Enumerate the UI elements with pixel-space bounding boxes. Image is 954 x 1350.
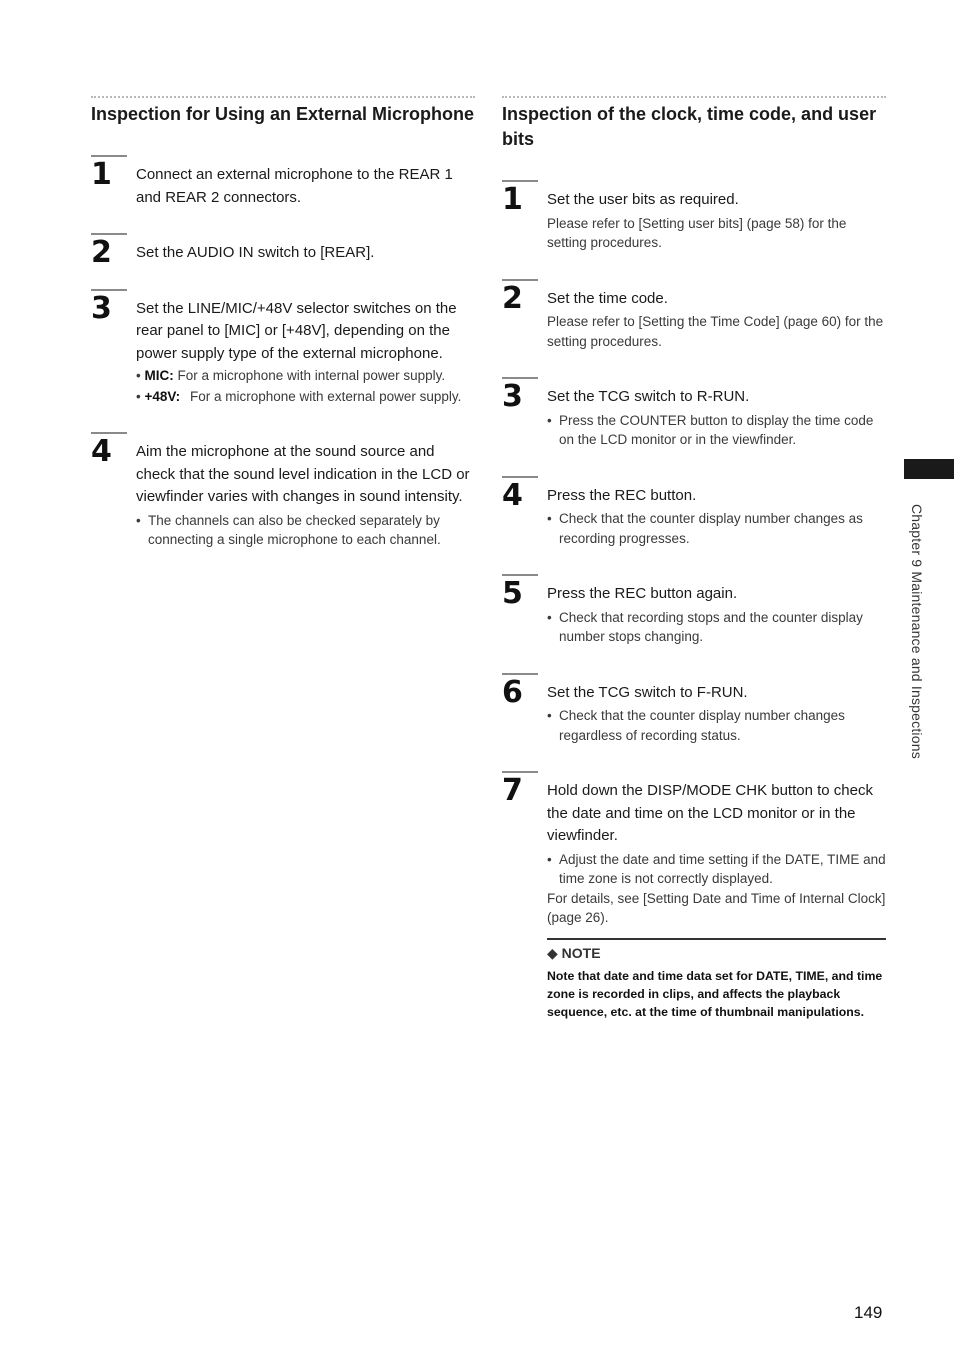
step-text: Set the TCG switch to R-RUN. — [547, 388, 750, 405]
step-text: Set the AUDIO IN switch to [REAR]. — [136, 244, 375, 261]
section-divider — [502, 96, 886, 98]
step-3 — [502, 377, 886, 450]
section-divider — [91, 96, 475, 98]
right-column — [502, 96, 886, 1021]
page-number: 149 — [854, 1303, 883, 1322]
step-note: Please refer to [Setting user bits] (page 58) for the setting procedures. — [547, 215, 847, 250]
step-2 — [502, 279, 886, 352]
step-5 — [502, 574, 886, 647]
step-4 — [502, 476, 886, 549]
step-1 — [91, 155, 475, 209]
step-text: Press the REC button. — [547, 486, 697, 504]
step-number: 5 — [502, 576, 523, 611]
step-1 — [502, 180, 886, 253]
definition-text: For a microphone with external power supply. — [190, 388, 462, 404]
step-number: 2 — [91, 235, 112, 270]
definition-item: • +48V: For a microphone with external power supply. — [136, 388, 462, 404]
left-column — [91, 96, 475, 574]
step-number: 6 — [502, 674, 523, 710]
definition-text: For a microphone with internal power supply. — [177, 368, 446, 383]
step-number: 3 — [502, 379, 523, 414]
step-2 — [91, 233, 475, 270]
chapter-label: Chapter 9 Maintenance and Inspections — [909, 504, 925, 759]
step-text: Set the user bits as required. — [547, 191, 739, 208]
bullet-item: • Check that recording stops and the counter display number stops changing. — [547, 608, 886, 647]
step-number: 3 — [91, 290, 112, 326]
step-text: Set the LINE/MIC/+48V selector switches on the rear panel to [MIC] or [+48V], depending on the power supply type of the external microphone. — [136, 299, 457, 362]
step-text: Hold down the DISP/MODE CHK button to check the date and time on the LCD monitor or in the viewfinder. — [547, 782, 873, 844]
section-title: Inspection for Using an External Microphone — [91, 104, 475, 124]
step-text: Set the TCG switch to F-RUN. — [547, 683, 748, 701]
step-text: Aim the microphone at the sound source and check that the sound level indication in the LCD or viewfinder varies with changes in sound intensity. — [136, 443, 470, 505]
step-number: 1 — [91, 157, 112, 192]
step-number: 2 — [502, 280, 523, 316]
step-text: Set the time code. — [547, 289, 668, 307]
step-list — [91, 155, 475, 550]
step-6 — [502, 673, 886, 746]
step-list — [502, 180, 886, 1021]
note-heading: ◆ NOTE — [547, 944, 601, 961]
step-note: Please refer to [Setting the Time Code] (page 60) for the setting procedures. — [547, 314, 884, 349]
bullet-item: • Check that the counter display number changes as recording progresses. — [547, 509, 886, 548]
note-box — [547, 938, 886, 1021]
step-4 — [91, 432, 475, 550]
step-3 — [91, 289, 475, 407]
step-number: 7 — [502, 773, 523, 808]
bullet-item: • Adjust the date and time setting if the DATE, TIME and time zone is not correctly displayed. — [547, 850, 886, 889]
step-number: 4 — [502, 477, 523, 513]
bullet-item: • Check that the counter display number changes regardless of recording status. — [547, 706, 886, 745]
step-7 — [502, 771, 886, 928]
step-number: 1 — [502, 182, 523, 217]
step-text: Connect an external microphone to the REAR 1 and REAR 2 connectors. — [136, 166, 453, 206]
bullet-item: • Press the COUNTER button to display the time code on the LCD monitor or in the viewfinder. — [547, 411, 886, 450]
definition-term: MIC: — [144, 368, 174, 383]
bullet-item: • The channels can also be checked separately by connecting a single microphone to each channel. — [136, 511, 475, 550]
note-body: Note that date and time data set for DATE, TIME, and time zone is recorded in clips, and affects the playback sequence, etc. at the time of thumbnail manipulations. — [547, 968, 883, 1019]
definition-item: • MIC: For a microphone with internal power supply. — [136, 368, 446, 383]
section-title: Inspection of the clock, time code, and user bits — [502, 104, 877, 149]
chapter-tab-marker — [904, 459, 954, 479]
step-number: 4 — [91, 434, 112, 469]
step-note: For details, see [Setting Date and Time of Internal Clock] (page 26). — [547, 890, 886, 925]
step-text: Press the REC button again. — [547, 585, 738, 602]
definition-term: +48V: — [144, 388, 181, 404]
